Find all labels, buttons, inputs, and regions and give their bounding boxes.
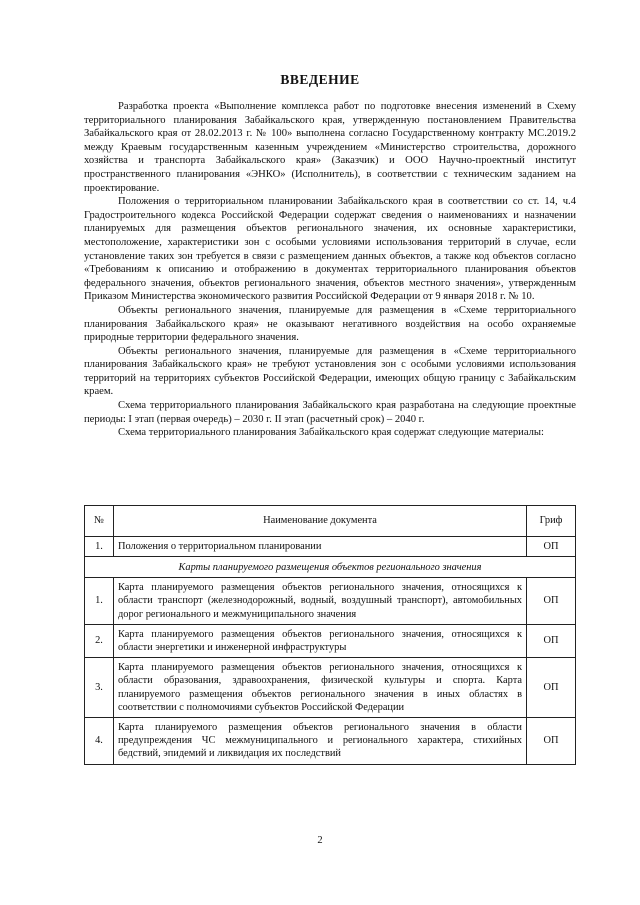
row-number: 2. [85, 624, 114, 657]
table-row [85, 718, 576, 765]
row-grif: ОП [527, 658, 576, 718]
paragraph: Объекты регионального значения, планируемые для размещения в «Схеме территориального планирования Забайкальского края» не оказывают негативного воздействия на особо охраняемые природные территории федерального значения. [84, 304, 576, 344]
paragraph: Схема территориального планирования Забайкальского края содержат следующие материалы: [118, 427, 544, 439]
header-grif: Гриф [527, 506, 576, 537]
row-document-name: Карта планируемого размещения объектов регионального значения, относящихся к области транспорт (железнодорожный, водный, воздушный транспорт), автомобильных дорог регионального и межмуниципального значения [114, 578, 527, 625]
row-document-name: Карта планируемого размещения объектов регионального значения в области предупреждения ЧС межмуниципального и регионального характера, стихийных бедствий, эпидемий и ликвидация их последствий [114, 718, 527, 765]
row-number: 1. [85, 578, 114, 625]
documents-table [84, 505, 576, 765]
table-row [85, 624, 576, 657]
page-title: ВВЕДЕНИЕ [280, 72, 360, 87]
table-section-row [85, 557, 576, 578]
row-document-name: Положения о территориальном планировании [114, 537, 527, 557]
row-number: 4. [85, 718, 114, 765]
row-grif: ОП [527, 624, 576, 657]
paragraph: Объекты регионального значения, планируемые для размещения в «Схеме территориального планирования Забайкальского края» не требуют установления зон с особыми условиями использования территорий на территориях субъектов Российской Федерации, имеющих общую границу с Забайкальским краем. [84, 345, 576, 398]
header-number: № [85, 506, 114, 537]
row-grif: ОП [527, 578, 576, 625]
table-row [85, 578, 576, 625]
page-number: 2 [317, 835, 323, 846]
table-header-row [85, 506, 576, 537]
intro-text [84, 100, 576, 440]
table-row [85, 537, 576, 557]
row-number: 3. [85, 658, 114, 718]
row-document-name: Карта планируемого размещения объектов регионального значения, относящихся к области энергетики и инженерной инфраструктуры [114, 624, 527, 657]
row-document-name: Карта планируемого размещения объектов регионального значения, относящихся к области образования, здравоохранения, физической культуры и спорта. Карта планируемого размещения объектов регионального значения в иных областях в соответствии с полномочиями субъектов Российской Федерации [114, 658, 527, 718]
row-grif: ОП [527, 718, 576, 765]
paragraph: Разработка проекта «Выполнение комплекса работ по подготовке внесения изменений в Схему территориального планирования Забайкальского края, утвержденную постановлением Правительства Забайкальского края от 28.02.2013 г. № 100» выполнена согласно Государственному контракту МС.2019.2 между Краевым государственным казенным учреждением «Министерство строительства, дорожного хозяйства и транспорта Забайкальского края» (Заказчик) и ООО Научно-проектный институт пространственного планирования «ЭНКО» (Исполнитель), в соответствии с техническим заданием на проектирование. [84, 101, 576, 194]
table-row [85, 658, 576, 718]
header-document-name: Наименование документа [114, 506, 527, 537]
paragraph: Положения о территориальном планировании Забайкальского края в соответствии со ст. 14, ч.4 Градостроительного кодекса Российской Федерации содержат сведения о наименованиях и назначении планируемых для размещения объектов регионального значения, их основные характеристики, местоположение, характеристики зон с особыми условиями использования территорий в случае, если установление таких зон требуется в связи с размещением данных объектов, а также код объектов согласно «Требованиям к описанию и отображению в документах территориального планирования объектов федерального значения, объектов регионального значения, объектов местного значения», утвержденным Приказом Министерства экономического развития Российской Федерации от 9 января 2018 г. № 10. [84, 196, 576, 303]
row-number: 1. [85, 537, 114, 557]
paragraph: Схема территориального планирования Забайкальского края разработана на следующие проектные периоды: I этап (первая очередь) – 2030 г. II этап (расчетный срок) – 2040 г. [84, 400, 576, 425]
section-title: Карты планируемого размещения объектов регионального значения [85, 557, 576, 578]
row-grif: ОП [527, 537, 576, 557]
